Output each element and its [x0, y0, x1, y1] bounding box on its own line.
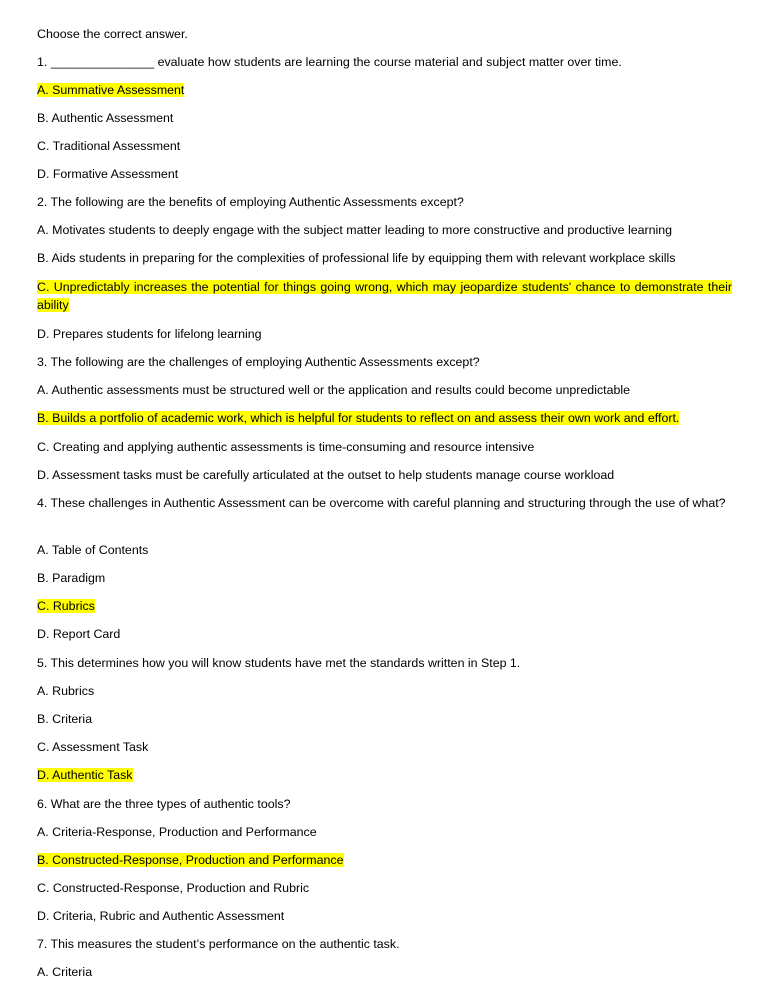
- question-4-stem: 4. These challenges in Authentic Assessment can be overcome with careful planning and structuring through the use of what?: [37, 496, 726, 510]
- question-3-option-c: C. Creating and applying authentic assessments is time-consuming and resource intensive: [37, 440, 535, 454]
- question-4-option-c: [37, 597, 732, 615]
- highlighted-answer: A. Summative Assessment: [37, 83, 185, 97]
- question-1-option-d: D. Formative Assessment: [37, 167, 179, 181]
- question-3-stem: 3. The following are the challenges of employing Authentic Assessments except?: [37, 355, 480, 369]
- question-2-option-d: D. Prepares students for lifelong learning: [37, 327, 262, 341]
- question-1-option-c: C. Traditional Assessment: [37, 139, 181, 153]
- instructions-header: Choose the correct answer.: [37, 27, 188, 41]
- question-5-option-a: A. Rubrics: [37, 684, 95, 698]
- highlighted-answer: B. Constructed-Response, Production and Performance: [37, 853, 344, 867]
- question-6-option-b: [37, 851, 732, 869]
- question-5-option-c: C. Assessment Task: [37, 740, 149, 754]
- question-3-option-d: D. Assessment tasks must be carefully articulated at the outset to help students manage course workload: [37, 468, 615, 482]
- highlighted-answer: B. Builds a portfolio of academic work, which is helpful for students to reflect on and assess their own work and effort.: [37, 411, 680, 425]
- highlighted-answer: C. Rubrics: [37, 599, 95, 613]
- question-7-option-a: A. Criteria: [37, 965, 93, 979]
- question-5-option-d: [37, 766, 732, 784]
- highlighted-answer: D. Authentic Task: [37, 768, 133, 782]
- question-2-stem: 2. The following are the benefits of employing Authentic Assessments except?: [37, 195, 464, 209]
- question-4-option-a: A. Table of Contents: [37, 543, 149, 557]
- question-4-option-d: D. Report Card: [37, 627, 121, 641]
- question-1-stem: 1. _______________ evaluate how students are learning the course material and subject matter over time.: [37, 55, 622, 69]
- question-2-option-b: B. Aids students in preparing for the complexities of professional life by equipping them with relevant workplace skills: [37, 251, 676, 265]
- question-5-option-b: B. Criteria: [37, 712, 93, 726]
- question-1-option-a: [37, 81, 732, 99]
- question-2-option-c: [37, 278, 732, 314]
- question-6-option-d: D. Criteria, Rubric and Authentic Assessment: [37, 909, 285, 923]
- question-2-option-a: A. Motivates students to deeply engage with the subject matter leading to more constructive and productive learning: [37, 223, 673, 237]
- question-7-stem: 7. This measures the student’s performance on the authentic task.: [37, 937, 400, 951]
- question-6-option-a: A. Criteria-Response, Production and Performance: [37, 825, 317, 839]
- question-1-option-b: B. Authentic Assessment: [37, 111, 174, 125]
- question-4-option-b: B. Paradigm: [37, 571, 106, 585]
- question-6-stem: 6. What are the three types of authentic tools?: [37, 797, 291, 811]
- question-3-option-b: [37, 409, 732, 427]
- question-3-option-a: A. Authentic assessments must be structured well or the application and results could become unpredictable: [37, 383, 631, 397]
- highlighted-answer: C. Unpredictably increases the potential for things going wrong, which may jeopardize students' chance to demonstrate their ability: [37, 280, 732, 312]
- question-5-stem: 5. This determines how you will know students have met the standards written in Step 1.: [37, 656, 521, 670]
- question-6-option-c: C. Constructed-Response, Production and Rubric: [37, 881, 310, 895]
